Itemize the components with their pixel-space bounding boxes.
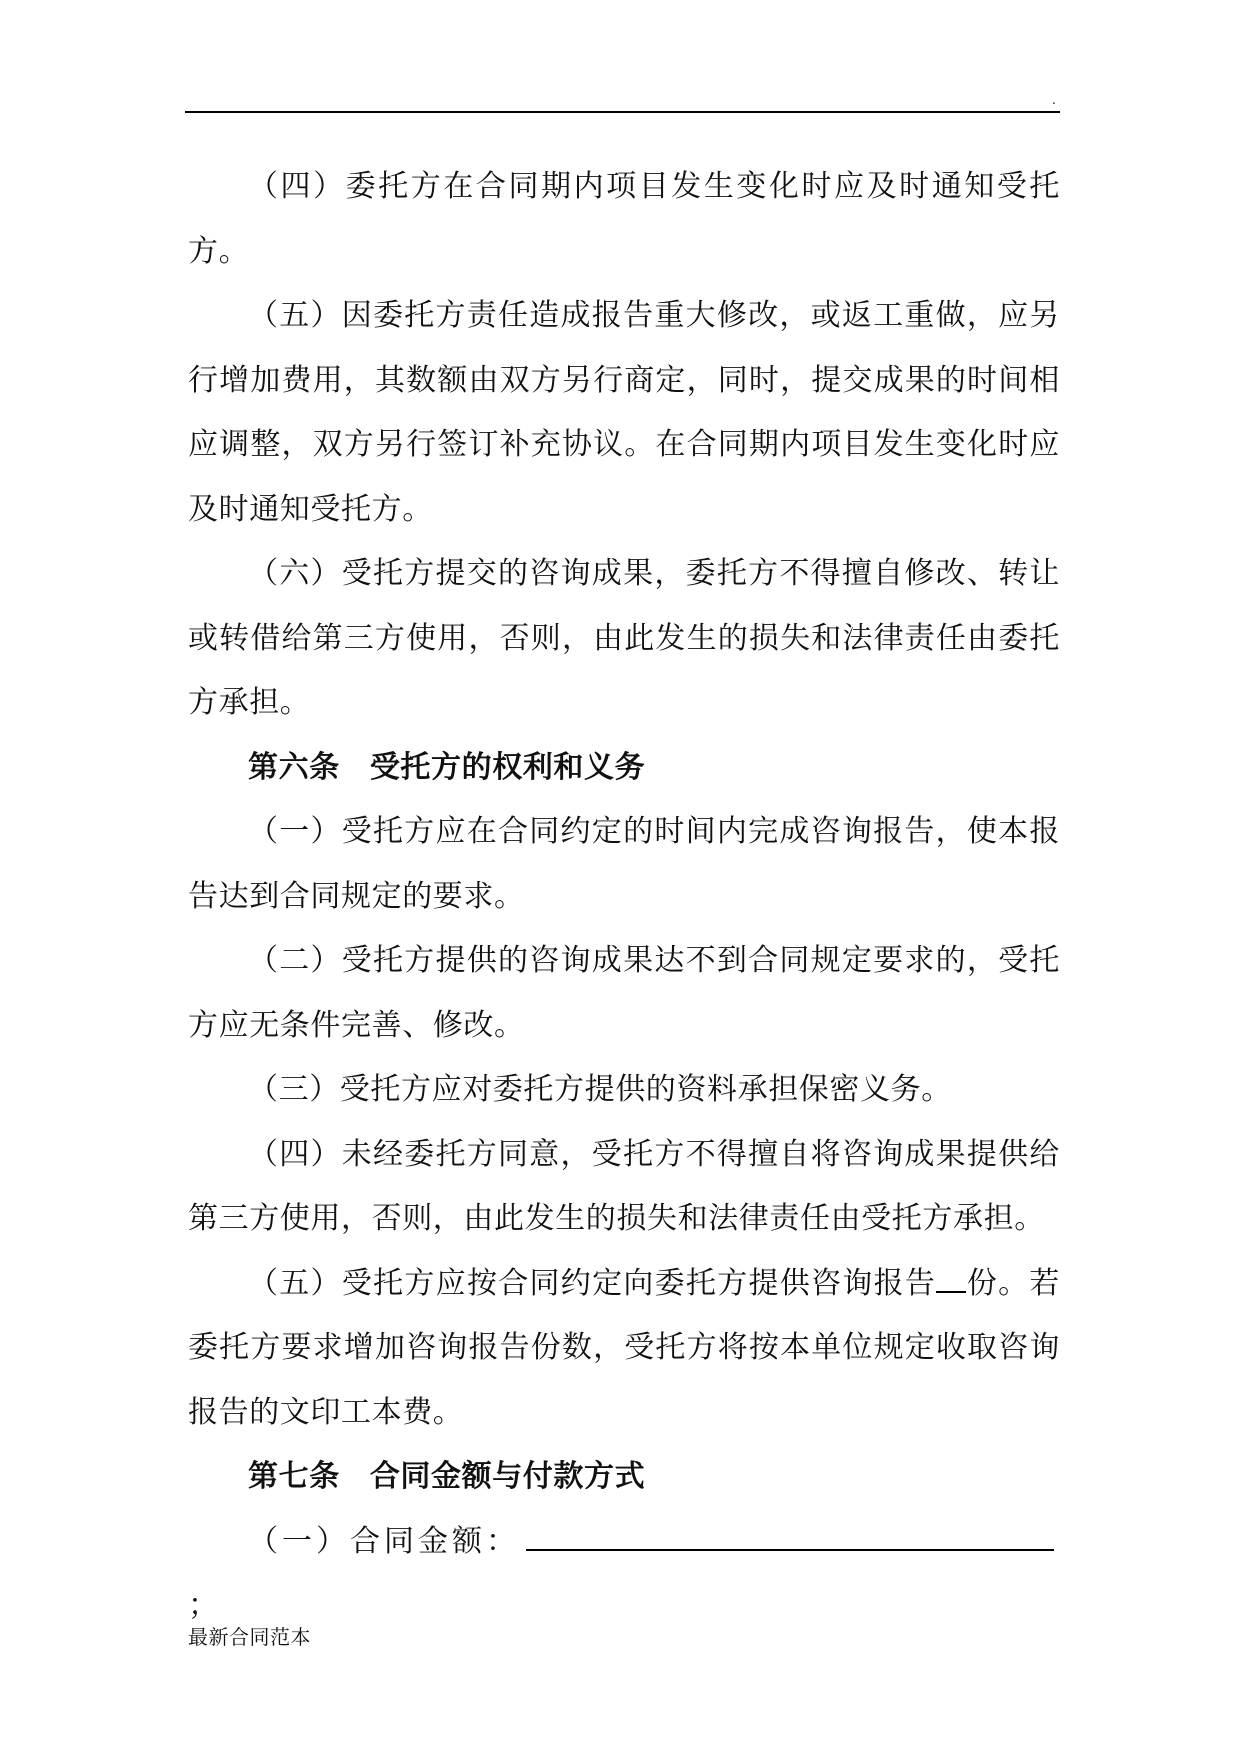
- clause-5-item-4: （四）委托方在合同期内项目发生变化时应及时通知受托方。: [188, 169, 1060, 269]
- clause-6-item-1: （一）受托方应在合同约定的时间内完成咨询报告，使本报告达到合同规定的要求。: [188, 814, 1060, 914]
- article-6-title: 受托方的权利和义务: [369, 749, 646, 785]
- clause-5-item-6: （六）受托方提交的咨询成果，委托方不得擅自修改、转让或转借给第三方使用，否则，由此发生的损失和法律责任由委托方承担。: [188, 556, 1060, 720]
- clause-5-item-5: （五）因委托方责任造成报告重大修改，或返工重做，应另行增加费用，其数额由双方另行商定，同时，提交成果的时间相应调整，双方另行签订补充协议。在合同期内项目发生变化时应及时通知受托方。: [188, 298, 1060, 527]
- clause-6-item-5: [188, 1252, 1060, 1446]
- contract-amount-label: （一）合同金额：: [248, 1523, 520, 1559]
- article-7-heading: [188, 1445, 1060, 1510]
- contract-amount-end: ；: [188, 1588, 219, 1623]
- article-7-number: 第七条: [248, 1459, 340, 1494]
- header-rule: [185, 111, 1060, 113]
- clause-6-item-4: （四）未经委托方同意，受托方不得擅自将咨询成果提供给第三方使用，否则，由此发生的损失和法律责任由受托方承担。: [188, 1136, 1060, 1236]
- document-body: [188, 155, 1060, 1639]
- clause-6-item-2: （二）受托方提供的咨询成果达不到合同规定要求的，受托方应无条件完善、修改。: [188, 943, 1060, 1043]
- article-6-heading: [188, 736, 1060, 801]
- article-7-title: 合同金额与付款方式: [369, 1459, 646, 1494]
- clause-7-item-1: [188, 1510, 1060, 1639]
- clause-6-item-5-text-a: （五）受托方应按合同约定向委托方提供咨询报告: [248, 1265, 937, 1301]
- contract-amount-blank-field[interactable]: [526, 1523, 1054, 1551]
- clause-6-item-5-text-b: 份。若委托方要求增加咨询报告份数，受托方将按本单位规定收取咨询报告的文印工本费。: [188, 1265, 1060, 1430]
- article-6-number: 第六条: [248, 749, 340, 785]
- clause-6-item-3: （三）受托方应对委托方提供的资料承担保密义务。: [248, 1072, 952, 1107]
- footer-text: 最新合同范本: [188, 1625, 311, 1649]
- header-dot: .: [1052, 93, 1056, 107]
- copies-blank-field[interactable]: [936, 1265, 966, 1293]
